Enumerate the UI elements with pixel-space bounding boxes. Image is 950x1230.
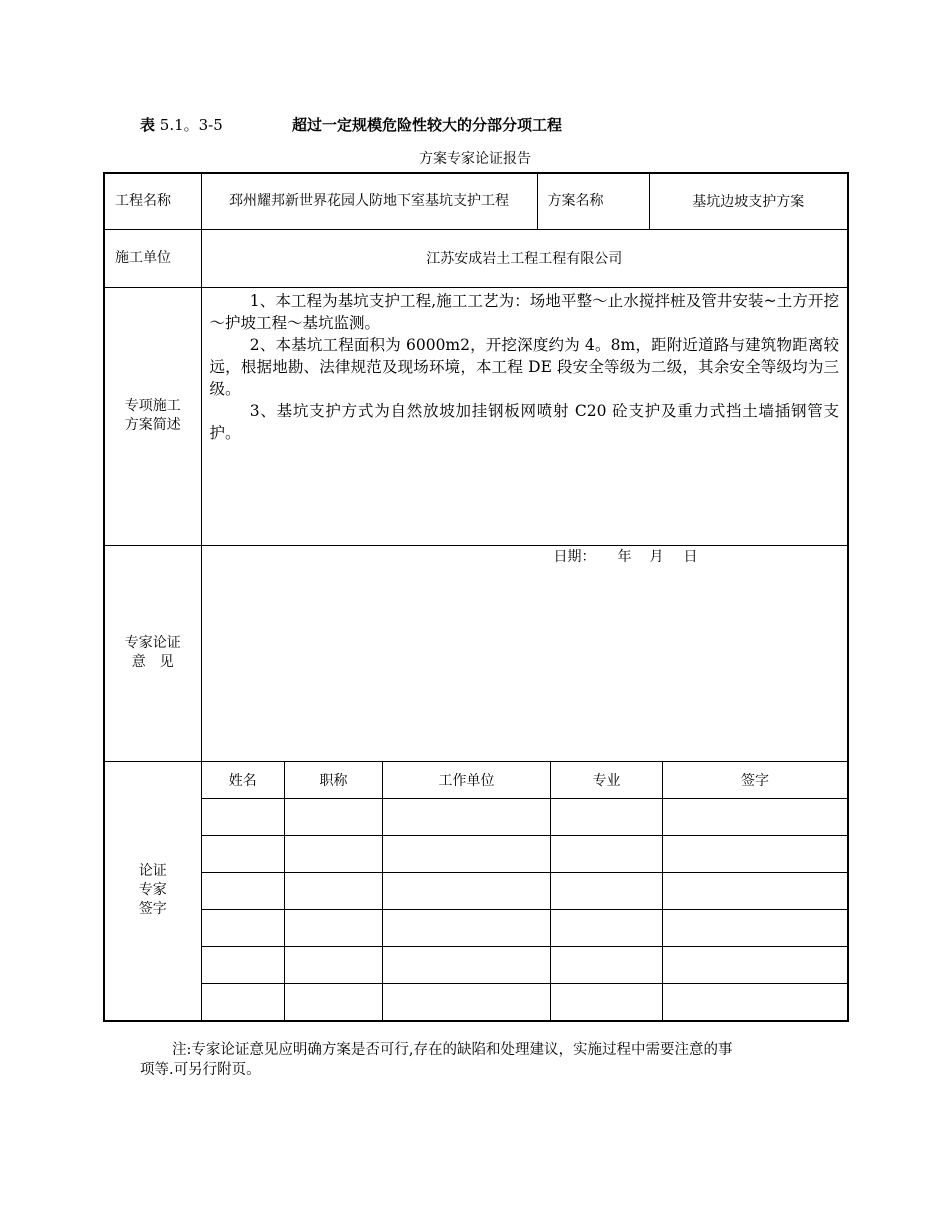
table-code-number: 5.1。3-5 <box>155 116 223 134</box>
name-cell[interactable] <box>202 835 285 872</box>
document-subtitle: 方案专家论证报告 <box>419 151 531 167</box>
signature-header-row <box>202 762 848 799</box>
summary-row <box>104 287 848 545</box>
specialty-cell[interactable] <box>551 835 663 872</box>
signature-row <box>104 761 848 1021</box>
signature-cell[interactable] <box>663 835 848 872</box>
summary-paragraph-2: 2、本基坑工程面积为 6000m2，开挖深度约为 4。8m，距附近道路与建筑物距离较远，根据地勘、法律规范及现场环境，本工程 DE 段安全等级为二级，其余安全等级均为三级。 <box>209 335 839 398</box>
table-code-prefix: 表 <box>140 116 156 134</box>
column-name: 姓名 <box>202 762 285 799</box>
signature-cell[interactable] <box>663 946 848 983</box>
signature-label <box>104 761 201 1021</box>
date-label: 日期： <box>553 548 596 565</box>
contractor-label: 施工单位 <box>104 229 201 287</box>
column-title: 职称 <box>285 762 383 799</box>
summary-label-line1: 专项施工 <box>124 398 181 414</box>
summary-paragraph-1: 1、本工程为基坑支护工程,施工工艺为：场地平整～止水搅拌桩及管井安装~土方开挖～护坡工程～基坑监测。 <box>209 291 839 332</box>
title-cell[interactable] <box>285 909 383 946</box>
specialty-cell[interactable] <box>551 946 663 983</box>
table-row <box>202 983 848 1020</box>
name-cell[interactable] <box>202 872 285 909</box>
signature-cell[interactable] <box>663 983 848 1020</box>
title-cell[interactable] <box>285 946 383 983</box>
column-signature: 签字 <box>663 762 848 799</box>
opinion-label <box>104 545 201 761</box>
table-row <box>202 909 848 946</box>
signature-cell[interactable] <box>663 872 848 909</box>
date-month: 月 <box>649 548 664 565</box>
employer-cell[interactable] <box>383 798 551 835</box>
table-row <box>202 872 848 909</box>
signature-label-line2: 专家 <box>138 882 167 899</box>
title-cell[interactable] <box>285 983 383 1020</box>
plan-name-label: 方案名称 <box>537 173 649 229</box>
plan-name-value[interactable]: 基坑边坡支护方案 <box>649 173 848 229</box>
specialty-cell[interactable] <box>551 872 663 909</box>
column-specialty: 专业 <box>551 762 663 799</box>
signature-label-line1: 论证 <box>138 863 167 880</box>
summary-label-line2: 方案简述 <box>124 417 181 433</box>
signature-cell[interactable] <box>663 909 848 946</box>
title-cell[interactable] <box>285 798 383 835</box>
project-name-label: 工程名称 <box>104 173 201 229</box>
table-code <box>140 114 223 135</box>
employer-cell[interactable] <box>383 872 551 909</box>
opinion-label-line1: 专家论证 <box>124 635 181 651</box>
table-row <box>202 798 848 835</box>
specialty-cell[interactable] <box>551 909 663 946</box>
name-cell[interactable] <box>202 946 285 983</box>
contractor-value[interactable]: 江苏安成岩土工程工程有限公司 <box>201 229 848 287</box>
project-name-row <box>104 173 848 229</box>
signature-cell[interactable] <box>663 798 848 835</box>
signature-area <box>201 761 848 1021</box>
employer-cell[interactable] <box>383 983 551 1020</box>
date-year: 年 <box>617 548 632 565</box>
opinion-content[interactable] <box>201 545 848 761</box>
document-title: 超过一定规模危险性较大的分部分项工程 <box>292 116 563 134</box>
title-cell[interactable] <box>285 872 383 909</box>
name-cell[interactable] <box>202 909 285 946</box>
footnote-line1 <box>140 1040 820 1060</box>
employer-cell[interactable] <box>383 909 551 946</box>
signature-label-line3: 签字 <box>138 901 167 918</box>
opinion-label-line2: 意 见 <box>131 654 174 670</box>
table-row <box>202 835 848 872</box>
report-table <box>103 172 849 1022</box>
footnote <box>140 1040 820 1080</box>
title-cell[interactable] <box>285 835 383 872</box>
footnote-line1-text: 注:专家论证意见应明确方案是否可行,存在的缺陷和处理建议，实施过程中需要注意的事 <box>172 1042 733 1058</box>
table-row <box>202 946 848 983</box>
opinion-date <box>554 546 698 568</box>
summary-content[interactable] <box>201 287 848 545</box>
name-cell[interactable] <box>202 983 285 1020</box>
signature-table <box>202 762 848 1020</box>
date-day: 日 <box>683 548 698 565</box>
footnote-line2: 项等.可另行附页。 <box>140 1062 261 1078</box>
name-cell[interactable] <box>202 798 285 835</box>
column-employer: 工作单位 <box>383 762 551 799</box>
project-name-value[interactable]: 邳州耀邦新世界花园人防地下室基坑支护工程 <box>201 173 537 229</box>
employer-cell[interactable] <box>383 946 551 983</box>
employer-cell[interactable] <box>383 835 551 872</box>
contractor-row <box>104 229 848 287</box>
summary-paragraph-3: 3、基坑支护方式为自然放坡加挂钢板网喷射 C20 砼支护及重力式挡土墙插钢管支护。 <box>209 401 839 442</box>
summary-label <box>104 287 201 545</box>
specialty-cell[interactable] <box>551 798 663 835</box>
specialty-cell[interactable] <box>551 983 663 1020</box>
opinion-row <box>104 545 848 761</box>
